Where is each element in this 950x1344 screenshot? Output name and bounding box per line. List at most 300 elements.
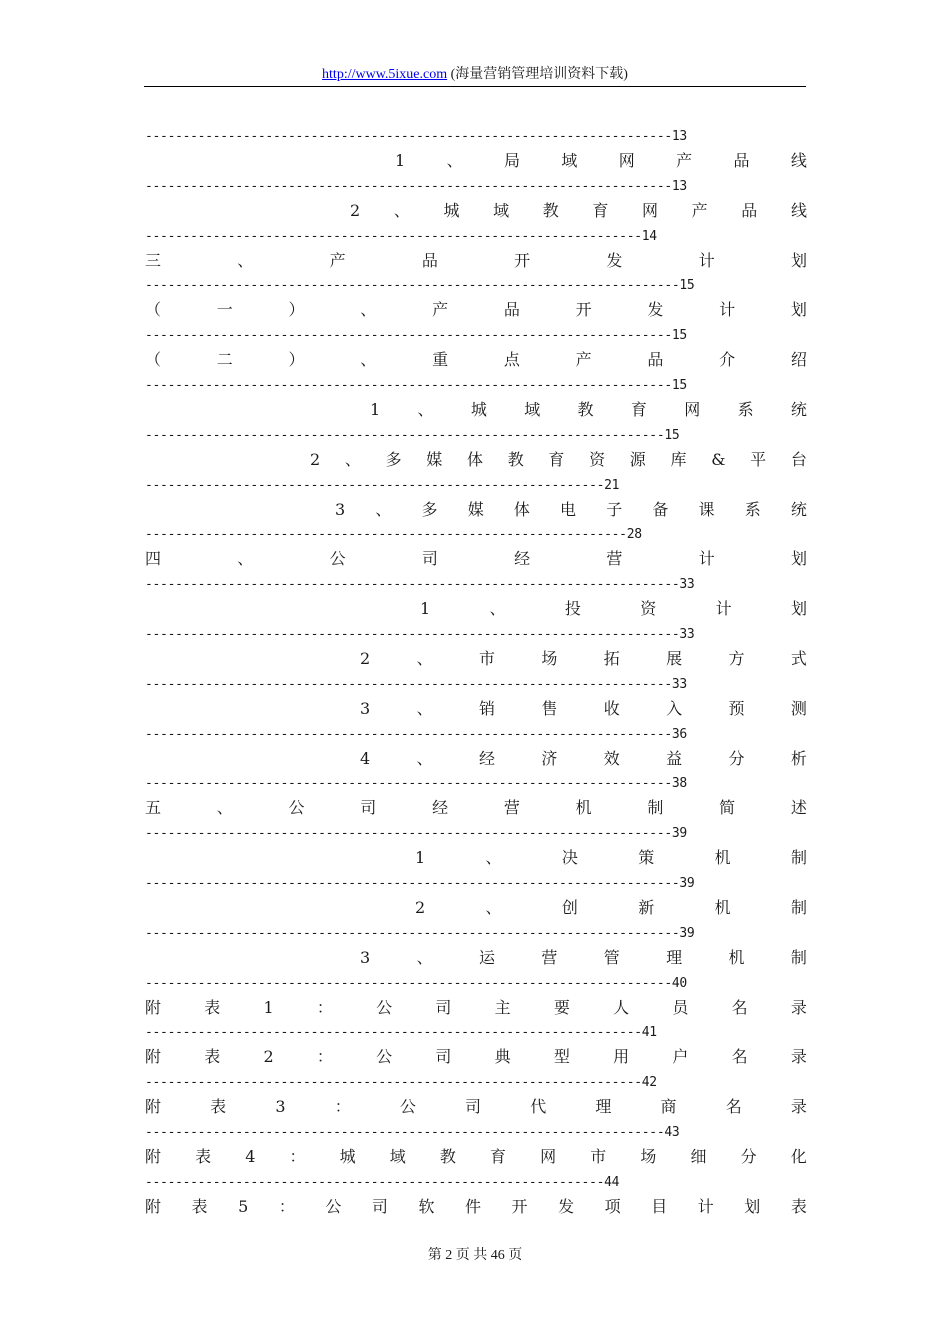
toc-entry-char: 统	[790, 400, 807, 419]
toc-page-number: 40	[671, 975, 687, 991]
toc-entry-char: 教	[439, 1147, 456, 1166]
toc-entry-char: ：	[316, 1047, 333, 1067]
toc-entry-char: 系	[737, 400, 754, 419]
toc-entry-char: 、	[360, 350, 377, 370]
toc-entry-char: 户	[672, 1047, 689, 1067]
toc-entry-char: 育	[490, 1147, 507, 1166]
toc-entry-char: 公	[325, 1196, 342, 1216]
toc-entry-char: 售	[541, 698, 558, 718]
toc-entry-char: 计	[715, 599, 732, 619]
toc-entry-char: 线	[790, 200, 807, 220]
toc-entry-char: 制	[647, 798, 664, 818]
toc-entry-char: 产	[575, 350, 592, 370]
toc-entry[interactable]	[145, 1196, 807, 1218]
toc-entry-char: 教	[577, 400, 594, 419]
toc-entry-char: 表	[191, 1196, 208, 1216]
toc-leader	[145, 1074, 657, 1092]
toc-dashes: ----------------------------------------------------------------------	[145, 328, 672, 344]
toc-page-number: 15	[664, 427, 680, 443]
toc-page-number: 44	[604, 1174, 620, 1190]
toc-entry[interactable]	[360, 748, 807, 770]
toc-leader	[145, 327, 687, 345]
toc-entry-char: 附	[145, 1097, 162, 1117]
toc-entry-char: 、	[489, 599, 506, 619]
toc-entry-char: 附	[145, 997, 162, 1017]
toc-entry-char: 、	[417, 400, 434, 419]
toc-entry-char: 局	[503, 151, 520, 170]
toc-entry-char: 机	[575, 798, 592, 818]
toc-entry-char: 表	[204, 1047, 221, 1067]
site-link[interactable]: http://www.5ixue.com	[322, 67, 448, 82]
toc-entry-char: 录	[790, 1097, 807, 1117]
toc-entry[interactable]	[370, 399, 807, 421]
toc-dashes: -------------------------------------------------------------	[145, 477, 605, 493]
toc-entry[interactable]	[310, 449, 807, 471]
toc-leader	[145, 626, 694, 644]
toc-entry-char: &	[711, 449, 726, 469]
toc-entry-char: ：	[334, 1097, 351, 1117]
toc-entry-char: 品	[733, 151, 750, 170]
toc-entry-char: 策	[638, 848, 655, 868]
toc-entry-char: 、	[360, 300, 377, 320]
toc-entry-char: 媒	[426, 449, 443, 469]
toc-entry-char: 、	[237, 250, 254, 270]
toc-entry-char: 4	[360, 748, 371, 768]
toc-entry-char: 产	[691, 200, 708, 220]
toc-entry-char: 划	[790, 549, 807, 569]
toc-page-number: 21	[604, 477, 620, 493]
toc-dashes: -----------------------------------------------------------------------	[145, 876, 680, 891]
toc-entry-char: 益	[666, 748, 683, 768]
toc-entry-char: 品	[503, 300, 520, 320]
toc-entry-char: 网	[540, 1147, 557, 1166]
toc-page-number: 39	[671, 826, 687, 842]
toc-entry-char: 收	[603, 698, 620, 718]
toc-dashes: ----------------------------------------------------------------------	[145, 178, 672, 194]
toc-entry[interactable]	[360, 648, 807, 670]
toc-entry-char: 录	[790, 1047, 807, 1067]
toc-entry-char: 网	[618, 151, 635, 170]
toc-entry-char: 附	[145, 1147, 162, 1166]
toc-entry-char: 开	[511, 1196, 528, 1216]
toc-entry-char: 1	[370, 400, 381, 419]
toc-entry-char: 测	[790, 698, 807, 718]
toc-entry-char: 计	[697, 1196, 714, 1216]
toc-entry-char: 、	[237, 549, 254, 569]
toc-entry-char: 育	[592, 200, 609, 220]
toc-entry-char: 源	[629, 449, 646, 469]
toc-entry-char: 2	[360, 649, 371, 668]
toc-entry-char: 公	[329, 549, 346, 569]
toc-entry-char: 典	[494, 1047, 511, 1067]
toc-entry-char: 公	[376, 997, 393, 1017]
toc-page-number: 15	[671, 378, 687, 393]
toc-entry-char: 目	[651, 1196, 668, 1216]
toc-entry-char: 系	[744, 499, 761, 519]
toc-entry-char: 理	[666, 947, 683, 967]
toc-entry-char: （	[145, 350, 162, 370]
toc-entry-char: 商	[660, 1097, 677, 1117]
toc-entry-char: 录	[790, 997, 807, 1017]
toc-entry-char: 划	[790, 300, 807, 320]
toc-entry-char: 四	[145, 549, 162, 569]
toc-leader	[145, 576, 694, 594]
toc-entry-char: 五	[145, 798, 162, 818]
toc-entry[interactable]	[420, 598, 807, 620]
toc-leader	[145, 726, 687, 744]
toc-entry-char: 域	[389, 1147, 406, 1166]
toc-entry[interactable]	[145, 548, 807, 570]
toc-entry-char: 1	[263, 997, 274, 1017]
toc-dashes: -----------------------------------------------------------------------	[145, 577, 680, 593]
page-header	[144, 64, 806, 86]
toc-entry-char: 场	[640, 1147, 657, 1166]
toc-entry-char: 司	[421, 549, 438, 569]
toc-leader	[145, 427, 679, 445]
toc-page-number: 13	[671, 178, 687, 194]
toc-entry-char: 制	[790, 947, 807, 967]
toc-entry-char: 司	[435, 997, 452, 1017]
toc-entry-char: 5	[238, 1196, 249, 1216]
toc-entry-char: 发	[647, 300, 664, 320]
toc-page-number: 13	[671, 129, 687, 144]
toc-entry[interactable]	[145, 250, 807, 272]
toc-page-number: 42	[641, 1075, 657, 1091]
toc-entry[interactable]	[145, 349, 807, 371]
toc-leader	[145, 277, 694, 295]
toc-entry-char: 人	[613, 997, 630, 1017]
toc-entry[interactable]	[395, 150, 807, 172]
toc-entry[interactable]	[415, 897, 807, 919]
toc-entry-char: 3	[360, 947, 371, 967]
toc-entry-char: 经	[514, 549, 531, 569]
header-tagline: (海量营销管理培训资料下载)	[450, 67, 628, 82]
toc-entry-char: 细	[690, 1147, 707, 1166]
toc-entry-char: 公	[288, 798, 305, 818]
toc-dashes: ---------------------------------------------------------------------	[145, 427, 665, 443]
toc-entry-char: 分	[728, 748, 745, 768]
toc-entry-char: 发	[558, 1196, 575, 1216]
toc-entry-char: 机	[714, 898, 731, 917]
toc-dashes: ----------------------------------------------------------------------	[145, 776, 672, 792]
toc-entry-char: 公	[376, 1047, 393, 1067]
toc-page-number: 39	[679, 876, 695, 891]
toc-entry-char: 、	[216, 798, 233, 818]
toc-entry[interactable]	[360, 698, 807, 720]
toc-entry-char: 制	[790, 848, 807, 868]
toc-entry-char: 计	[719, 300, 736, 320]
toc-entry-char: 开	[575, 300, 592, 320]
toc-entry-char: 方	[728, 649, 745, 668]
toc-dashes: -------------------------------------------------------------	[145, 1174, 605, 1190]
toc-leader	[145, 526, 642, 544]
toc-entry-char: 表	[210, 1097, 227, 1117]
toc-entry-char: 二	[216, 350, 233, 370]
toc-dashes: ----------------------------------------------------------------------	[145, 378, 672, 393]
toc-entry-char: ：	[289, 1147, 306, 1166]
toc-leader	[145, 178, 687, 196]
toc-entry[interactable]	[335, 499, 807, 521]
toc-entry-char: 、	[446, 151, 463, 170]
toc-entry-char: 4	[245, 1147, 256, 1166]
toc-entry-char: 、	[485, 898, 502, 917]
toc-entry-char: 子	[606, 499, 623, 519]
toc-page-number: 33	[671, 676, 687, 692]
toc-entry-char: 、	[344, 449, 361, 469]
toc-entry-char: 、	[416, 947, 433, 967]
toc-entry-char: 2	[310, 449, 321, 469]
toc-entry-char: 资	[589, 449, 606, 469]
toc-entry-char: 、	[416, 748, 433, 768]
toc-entry[interactable]	[145, 299, 807, 321]
toc-entry[interactable]	[145, 797, 807, 819]
toc-entry-char: 营	[503, 798, 520, 818]
toc-entry-char: 营	[606, 549, 623, 569]
toc-entry[interactable]	[145, 1146, 807, 1168]
toc-page-number: 33	[679, 627, 695, 642]
toc-entry-char: 划	[744, 1196, 761, 1216]
toc-entry-char: 3	[275, 1097, 286, 1117]
toc-entry-char: 3	[335, 499, 346, 519]
toc-entry-char: 员	[672, 997, 689, 1017]
toc-entry-char: 管	[603, 947, 620, 967]
toc-entry-char: 平	[750, 449, 767, 469]
toc-entry-char: 项	[604, 1196, 621, 1216]
toc-entry-char: 、	[485, 848, 502, 868]
toc-entry-char: 拓	[603, 649, 620, 668]
toc-entry-char: 附	[145, 1047, 162, 1067]
toc-dashes: ------------------------------------------------------------------	[145, 1075, 642, 1091]
toc-leader	[145, 775, 687, 793]
toc-dashes: ------------------------------------------------------------------	[145, 228, 642, 244]
toc-entry-char: 教	[542, 200, 559, 220]
toc-entry-char: 城	[339, 1147, 356, 1166]
toc-entry-char: 线	[790, 151, 807, 170]
toc-leader	[145, 875, 694, 893]
toc-page-number: 33	[679, 577, 695, 593]
toc-entry-char: 机	[728, 947, 745, 967]
toc-entry-char: 域	[524, 400, 541, 419]
toc-entry-char: 一	[216, 300, 233, 320]
toc-entry-char: 名	[731, 997, 748, 1017]
toc-entry-char: 表	[204, 997, 221, 1017]
toc-entry-char: 品	[647, 350, 664, 370]
toc-entry-char: 用	[613, 1047, 630, 1067]
toc-entry-char: 2	[350, 200, 361, 220]
toc-dashes: -----------------------------------------------------------------------	[145, 627, 680, 642]
toc-dashes: ----------------------------------------------------------------------	[145, 826, 672, 842]
toc-entry[interactable]	[145, 997, 807, 1019]
toc-page-number: 38	[671, 776, 687, 792]
toc-entry-char: 司	[465, 1097, 482, 1117]
toc-entry-char: 软	[418, 1196, 435, 1216]
toc-entry-char: 市	[590, 1147, 607, 1166]
toc-leader	[145, 228, 657, 246]
toc-leader	[145, 477, 619, 495]
toc-leader	[145, 975, 687, 993]
toc-entry-char: 划	[790, 599, 807, 619]
toc-leader	[145, 1174, 619, 1192]
toc-entry-char: 名	[725, 1097, 742, 1117]
toc-entry-char: 介	[719, 350, 736, 370]
toc-leader	[145, 676, 687, 694]
toc-entry-char: 营	[541, 947, 558, 967]
toc-entry-char: 决	[561, 848, 578, 868]
toc-entry-char: 育	[630, 400, 647, 419]
toc-entry-char: 表	[790, 1196, 807, 1216]
toc-entry-char: 3	[360, 698, 371, 718]
toc-entry-char: 入	[666, 698, 683, 718]
toc-entry-char: 多	[421, 499, 438, 519]
toc-entry-char: 市	[478, 649, 495, 668]
toc-entry-char: 网	[684, 400, 701, 419]
toc-entry-char: 主	[494, 997, 511, 1017]
page-number: 第 2 页 共 46 页	[427, 1248, 523, 1263]
toc-entry-char: 体	[466, 449, 483, 469]
toc-entry-char: 表	[195, 1147, 212, 1166]
toc-entry-char: 销	[478, 698, 495, 718]
toc-entry-char: 投	[564, 599, 581, 619]
toc-entry-char: 备	[652, 499, 669, 519]
toc-entry-char: 绍	[790, 350, 807, 370]
toc-dashes: ----------------------------------------------------------------------	[145, 129, 672, 144]
toc-entry-char: 名	[731, 1047, 748, 1067]
toc-entry-char: 划	[790, 250, 807, 270]
toc-page-number: 28	[626, 527, 642, 543]
toc-entry-char: 城	[470, 400, 487, 419]
toc-entry-char: 计	[698, 250, 715, 270]
toc-entry-char: 展	[666, 649, 683, 668]
toc-entry-char: 1	[415, 848, 426, 868]
toc-entry-char: 式	[790, 649, 807, 668]
toc-page-number: 43	[664, 1125, 680, 1140]
toc-entry-char: 化	[790, 1147, 807, 1166]
toc-entry[interactable]	[350, 200, 807, 222]
toc-entry-char: 媒	[467, 499, 484, 519]
toc-entry-char: 司	[360, 798, 377, 818]
toc-dashes: ---------------------------------------------------------------------	[145, 1125, 665, 1140]
toc-entry-char: 1	[420, 599, 431, 619]
toc-entry-char: 多	[385, 449, 402, 469]
toc-leader	[145, 825, 687, 843]
toc-entry-char: 统	[790, 499, 807, 519]
toc-entry-char: 效	[603, 748, 620, 768]
toc-entry[interactable]	[145, 1096, 807, 1118]
toc-dashes: ----------------------------------------------------------------	[145, 527, 627, 543]
toc-entry-char: 运	[478, 947, 495, 967]
toc-entry-char: 品	[421, 250, 438, 270]
toc-entry-char: 台	[790, 449, 807, 469]
toc-entry-char: 2	[415, 898, 426, 917]
toc-entry-char: 电	[560, 499, 577, 519]
toc-entry-char: 创	[561, 898, 578, 917]
toc-leader	[145, 1024, 657, 1042]
toc-entry-char: 品	[741, 200, 758, 220]
toc-entry-char: 经	[432, 798, 449, 818]
toc-entry-char: ）	[288, 300, 305, 320]
toc-entry-char: 代	[530, 1097, 547, 1117]
toc-dashes: ----------------------------------------------------------------------	[145, 726, 672, 742]
toc-entry-char: 产	[676, 151, 693, 170]
page-footer	[0, 1246, 950, 1266]
toc-dashes: -----------------------------------------------------------------------	[145, 278, 680, 294]
toc-entry[interactable]	[415, 847, 807, 869]
toc-entry-char: 、	[416, 649, 433, 668]
toc-entry-char: 件	[465, 1196, 482, 1216]
toc-entry-char: 点	[503, 350, 520, 370]
toc-entry-char: 域	[493, 200, 510, 220]
toc-entry-char: 、	[375, 499, 392, 519]
toc-entry-char: 经	[478, 748, 495, 768]
toc-dashes: ----------------------------------------------------------------------	[145, 676, 672, 692]
toc-entry-char: 发	[606, 250, 623, 270]
toc-entry-char: 1	[395, 151, 406, 170]
toc-entry-char: 资	[640, 599, 657, 619]
toc-entry-char: 机	[714, 848, 731, 868]
toc-entry-char: 产	[329, 250, 346, 270]
toc-entry-char: 析	[790, 748, 807, 768]
header-rule	[144, 86, 806, 87]
toc-entry[interactable]	[360, 947, 807, 969]
toc-entry-char: 要	[553, 997, 570, 1017]
toc-leader	[145, 377, 687, 395]
toc-entry-char: 重	[432, 350, 449, 370]
toc-entry-char: 场	[541, 649, 558, 668]
toc-entry-char: 预	[728, 698, 745, 718]
toc-page-number: 15	[679, 278, 695, 294]
toc-leader	[145, 925, 694, 943]
toc-page-number: 36	[671, 726, 687, 742]
toc-entry-char: 教	[507, 449, 524, 469]
toc-entry-char: 司	[435, 1047, 452, 1067]
toc-entry-char: 新	[638, 898, 655, 917]
toc-entry-char: 司	[371, 1196, 388, 1216]
toc-entry-char: 述	[790, 798, 807, 818]
toc-entry-char: 理	[595, 1097, 612, 1117]
toc-entry[interactable]	[145, 1046, 807, 1068]
toc-leader	[145, 128, 687, 146]
toc-entry-char: 制	[790, 898, 807, 917]
toc-page-number: 15	[671, 328, 687, 344]
toc-dashes: ------------------------------------------------------------------	[145, 1025, 642, 1041]
toc-page-number: 39	[679, 925, 695, 941]
toc-entry-char: 、	[416, 698, 433, 718]
toc-entry-char: 、	[393, 200, 410, 220]
toc-entry-char: 域	[561, 151, 578, 170]
toc-entry-char: 计	[698, 549, 715, 569]
toc-entry-char: 城	[443, 200, 460, 220]
toc-entry-char: （	[145, 300, 162, 320]
toc-dashes: -----------------------------------------------------------------------	[145, 925, 680, 941]
toc-dashes: ----------------------------------------------------------------------	[145, 975, 672, 991]
toc-entry-char: 体	[513, 499, 530, 519]
toc-entry-char: 网	[642, 200, 659, 220]
toc-entry-char: ）	[288, 350, 305, 370]
toc-entry-char: 公	[399, 1097, 416, 1117]
toc-page-number: 14	[641, 228, 657, 244]
toc-entry-char: 简	[719, 798, 736, 818]
toc-entry-char: ：	[316, 997, 333, 1017]
toc-entry-char: ：	[278, 1196, 295, 1216]
toc-entry-char: 开	[514, 250, 531, 270]
toc-entry-char: 课	[698, 499, 715, 519]
toc-page-number: 41	[641, 1025, 657, 1041]
toc-entry-char: 济	[541, 748, 558, 768]
toc-entry-char: 产	[432, 300, 449, 320]
toc-entry-char: 附	[145, 1196, 162, 1216]
toc-entry-char: 三	[145, 250, 162, 270]
toc-entry-char: 库	[670, 449, 687, 469]
